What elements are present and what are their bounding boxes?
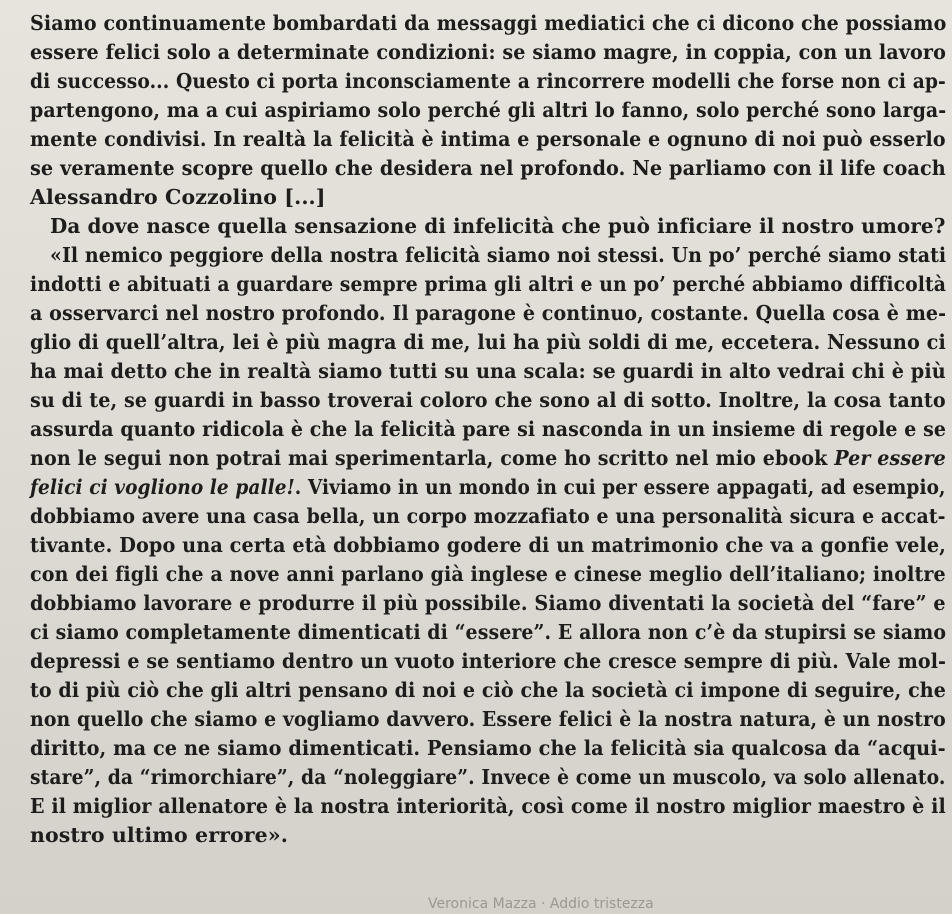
intro-line-6: se veramente scopre quello che desidera nel profondo. Ne parliamo con il life coach	[30, 156, 946, 180]
answer-line-1: «Il nemico peggiore della nostra felicità siamo noi stessi. Un po’ perché siamo stati	[50, 243, 947, 267]
intro-line-4: partengono, ma a cui aspiriamo solo perché gli altri lo fanno, solo perché sono larga-	[30, 98, 947, 122]
answer-line-6: su di te, se guardi in basso troverai coloro che sono al di sotto. Inoltre, la cosa tanto	[30, 388, 946, 412]
intro-line-7: Alessandro Cozzolino [...]	[30, 185, 326, 209]
answer-line-14: ci siamo completamente dimenticati di “essere”. E allora non c’è da stupirsi se siamo	[30, 620, 947, 644]
answer-line-8	[30, 445, 946, 471]
answer-line-2: indotti e abituati a guardare sempre prima gli altri e un po’ perché abbiamo difficoltà	[30, 272, 947, 296]
interview-question: Da dove nasce quella sensazione di infelicità che può inficiare il nostro umore?	[50, 214, 946, 238]
answer-line-12: con dei figli che a nove anni parlano già inglese e cinese meglio dell’italiano; inoltre	[30, 562, 946, 586]
answer-line-15: depressi e se sentiamo dentro un vuoto interiore che cresce sempre di più. Vale mol-	[30, 649, 947, 673]
answer-line-5: ha mai detto che in realtà siamo tutti su una scala: se guardi in alto vedrai chi è più	[30, 359, 946, 383]
intro-line-5: mente condivisi. In realtà la felicità è intima e personale e ognuno di noi può esserlo	[30, 127, 946, 151]
intro-line-2: essere felici solo a determinate condizioni: se siamo magre, in coppia, con un lavoro	[30, 40, 946, 64]
answer-line-21: nostro ultimo errore».	[30, 823, 288, 847]
answer-line-16: to di più ciò che gli altri pensano di noi e ciò che la società ci impone di seguire, che	[30, 678, 946, 702]
answer-line-17: non quello che siamo e vogliamo davvero. Essere felici è la nostra natura, è un nostro	[30, 707, 946, 731]
intro-line-3: di successo... Questo ci porta inconsciamente a rincorrere modelli che forse non ci ap-	[30, 69, 946, 93]
answer-line-18: diritto, ma ce ne siamo dimenticati. Pensiamo che la felicità sia qualcosa da “acqui-	[30, 736, 946, 760]
answer-line-3: a osservarci nel nostro profondo. Il paragone è continuo, costante. Quella cosa è me-	[30, 301, 947, 325]
ebook-title-start: Per essere	[834, 446, 946, 470]
answer-line-9-text: . Viviamo in un mondo in cui per essere appagati, ad esempio,	[294, 475, 946, 499]
ebook-title-end: felici ci vogliono le palle!	[30, 475, 295, 499]
answer-line-19: stare”, da “rimorchiare”, da “noleggiare”. Invece è come un muscolo, va solo allenato.	[30, 765, 946, 789]
page-footer-caption: Veronica Mazza · Addio tristezza	[428, 896, 654, 912]
intro-line-1: Siamo continuamente bombardati da messaggi mediatici che ci dicono che possiamo	[30, 11, 947, 35]
answer-line-10: dobbiamo avere una casa bella, un corpo mozzafiato e una personalità sicura e accat-	[30, 504, 946, 528]
answer-line-4: glio di quell’altra, lei è più magra di me, lui ha più soldi di me, eccetera. Nessuno ci	[30, 330, 946, 354]
answer-line-7: assurda quanto ridicola è che la felicità pare si nasconda in un insieme di regole e se	[30, 417, 947, 441]
answer-line-9	[30, 474, 946, 500]
answer-line-20: E il miglior allenatore è la nostra interiorità, così come il nostro miglior maestro è il	[30, 794, 946, 818]
answer-line-8-text: non le segui non potrai mai sperimentarla, come ho scritto nel mio ebook	[30, 446, 835, 470]
answer-line-11: tivante. Dopo una certa età dobbiamo godere di un matrimonio che va a gonfie vele,	[30, 533, 946, 557]
answer-line-13: dobbiamo lavorare e produrre il più possibile. Siamo diventati la società del “fare” e	[30, 591, 946, 615]
